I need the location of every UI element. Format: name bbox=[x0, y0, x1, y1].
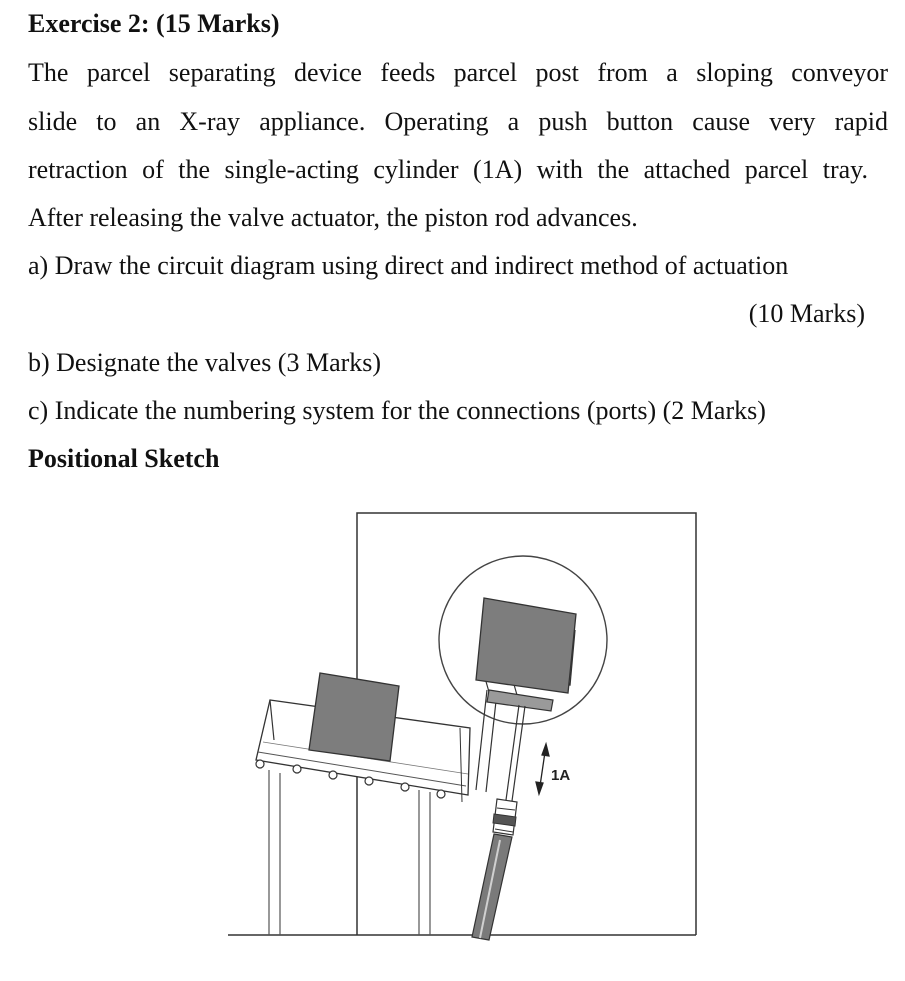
cylinder-label: 1A bbox=[551, 767, 571, 784]
intro-line-3: retraction of the single-acting cylinder (1A) with the attached parcel tray. bbox=[28, 155, 868, 184]
intro-line-2: slide to an X-ray appliance. Operating a push button cause very rapid bbox=[28, 107, 888, 136]
sketch-title: Positional Sketch bbox=[28, 444, 220, 473]
conveyor-legs bbox=[269, 770, 430, 935]
question-c: c) Indicate the numbering system for the connections (ports) (2 Marks) bbox=[28, 396, 766, 425]
intro-line-4: After releasing the valve actuator, the piston rod advances. bbox=[28, 203, 638, 232]
parcel-on-slide bbox=[309, 673, 399, 761]
positional-sketch bbox=[0, 490, 905, 981]
question-a-marks: (10 Marks) bbox=[748, 299, 865, 328]
intro-line-1: The parcel separating device feeds parcel post from a sloping conveyor bbox=[28, 58, 888, 87]
question-a: a) Draw the circuit diagram using direct and indirect method of actuation bbox=[28, 251, 789, 280]
motion-arrow-icon bbox=[536, 744, 549, 794]
cylinder-1a bbox=[472, 705, 525, 940]
exercise-heading: Exercise 2: (15 Marks) bbox=[28, 9, 280, 38]
question-b: b) Designate the valves (3 Marks) bbox=[28, 348, 382, 377]
parcel-in-tray bbox=[476, 598, 576, 693]
